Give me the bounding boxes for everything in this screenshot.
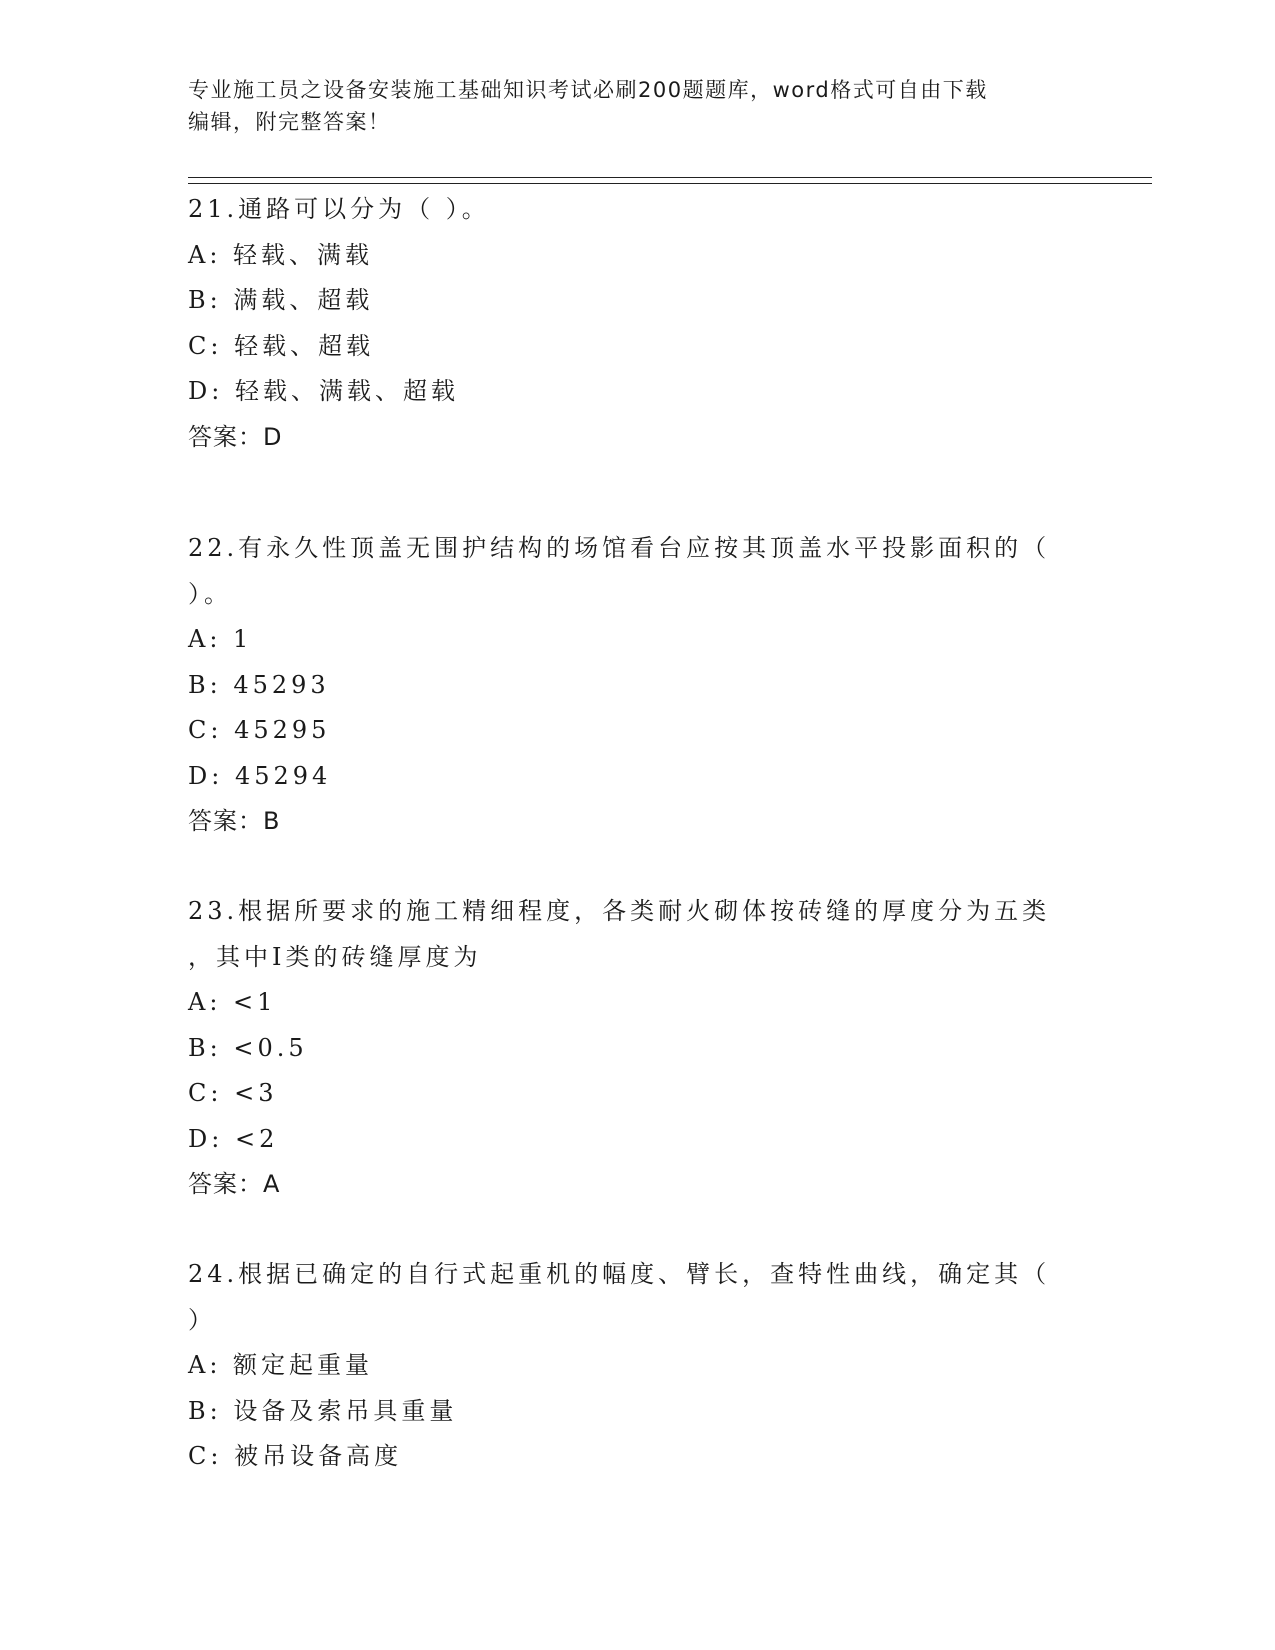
question-stem-continued: ，其中Ⅰ类的砖缝厚度为 bbox=[188, 942, 482, 971]
question-stem-continued: ） bbox=[188, 1305, 216, 1334]
header-title-line-2: 编辑，附完整答案！ bbox=[188, 110, 391, 134]
question-21 bbox=[188, 187, 1088, 460]
option-c: C: <3 bbox=[188, 1079, 278, 1107]
document-header bbox=[188, 74, 1088, 138]
question-23 bbox=[188, 889, 1088, 1208]
option-a: A: 1 bbox=[188, 625, 253, 653]
header-divider-bottom bbox=[188, 183, 1152, 184]
option-a: A: 额定起重量 bbox=[188, 1351, 374, 1379]
option-a: A: 轻载、满载 bbox=[188, 240, 374, 269]
header-title-line-1: 专业施工员之设备安装施工基础知识考试必刷200题题库，word格式可自由下载 bbox=[188, 78, 988, 102]
option-d: D: <2 bbox=[188, 1124, 279, 1153]
option-c: C: 被吊设备高度 bbox=[188, 1442, 403, 1470]
option-d: D: 轻载、满载、超载 bbox=[188, 377, 459, 405]
question-22 bbox=[188, 526, 1088, 845]
option-b: B: 满载、超载 bbox=[188, 286, 374, 314]
option-a: A: <1 bbox=[188, 988, 277, 1016]
question-stem: 24.根据已确定的自行式起重机的幅度、臂长，查特性曲线，确定其（ bbox=[188, 1260, 1051, 1288]
answer-text: 答案：D bbox=[188, 422, 283, 451]
option-d: D: 45294 bbox=[188, 761, 332, 790]
answer-text: 答案：A bbox=[188, 1170, 281, 1198]
option-c: C: 轻载、超载 bbox=[188, 331, 375, 360]
question-stem-continued: ）。 bbox=[188, 579, 232, 608]
question-stem: 23.根据所要求的施工精细程度，各类耐火砌体按砖缝的厚度分为五类 bbox=[188, 897, 1051, 925]
question-stem: 21.通路可以分为（ ）。 bbox=[188, 195, 490, 223]
option-b: B: <0.5 bbox=[188, 1033, 308, 1062]
option-c: C: 45295 bbox=[188, 716, 331, 744]
question-24 bbox=[188, 1252, 1088, 1480]
answer-text: 答案：B bbox=[188, 807, 281, 835]
question-stem: 22.有永久性顶盖无围护结构的场馆看台应按其顶盖水平投影面积的（ bbox=[188, 534, 1051, 562]
option-b: B: 设备及索吊具重量 bbox=[188, 1396, 458, 1425]
option-b: B: 45293 bbox=[188, 670, 330, 699]
header-divider-top bbox=[188, 177, 1152, 178]
